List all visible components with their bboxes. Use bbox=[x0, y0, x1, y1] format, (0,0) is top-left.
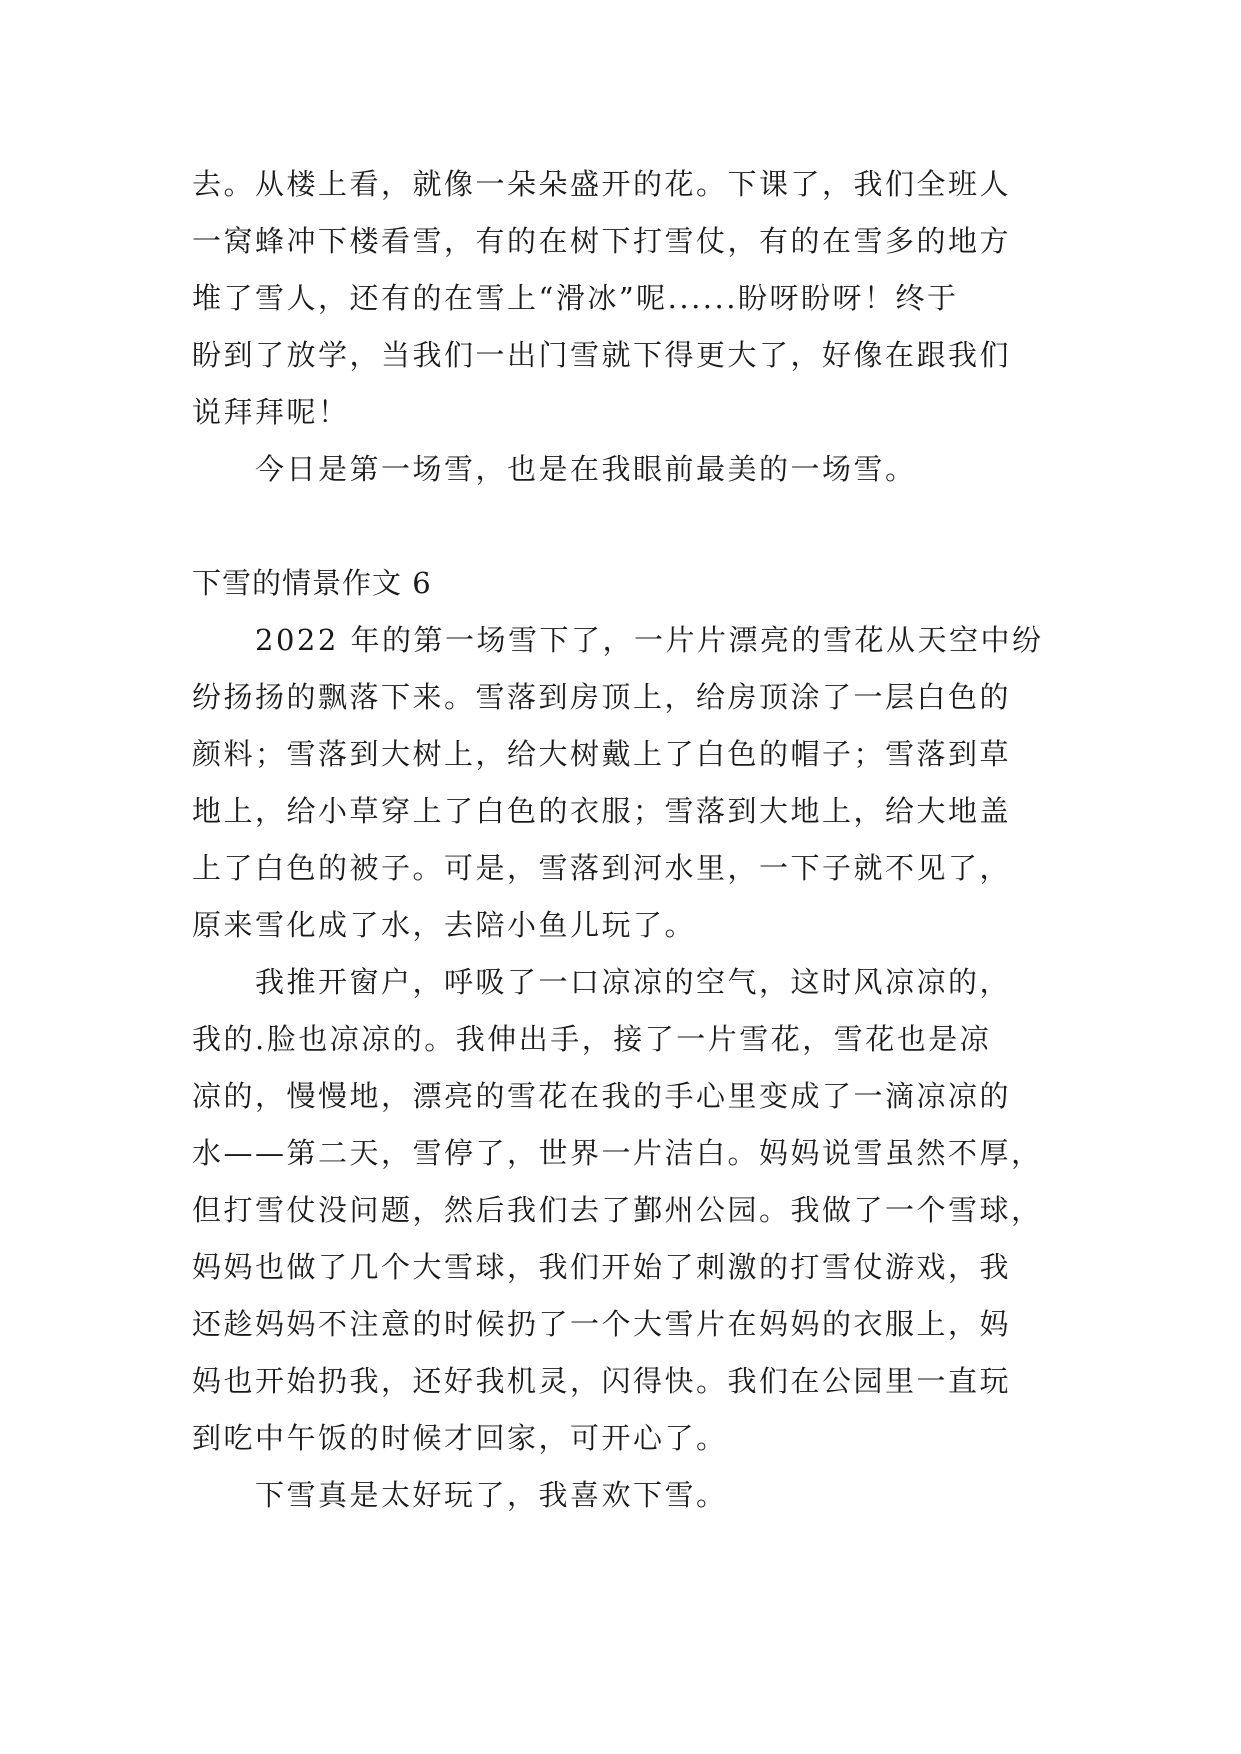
text-line: 我推开窗户，呼吸了一口凉凉的空气，这时风凉凉的， bbox=[255, 965, 1012, 999]
text-line: 堆了雪人，还有的在雪上“滑冰”呢......盼呀盼呀！终于 bbox=[192, 281, 959, 315]
text-line: 还趁妈妈不注意的时候扔了一个大雪片在妈妈的衣服上，妈 bbox=[192, 1307, 1012, 1341]
text-line: 上了白色的被子。可是，雪落到河水里，一下子就不见了， bbox=[192, 851, 1012, 885]
text-line: 妈也开始扔我，还好我机灵，闪得快。我们在公园里一直玩 bbox=[192, 1364, 1012, 1398]
text-line: 2022 年的第一场雪下了，一片片漂亮的雪花从天空中纷 bbox=[255, 623, 1044, 657]
text-line: 原来雪化成了水，去陪小鱼儿玩了。 bbox=[192, 908, 697, 942]
text-line: 妈妈也做了几个大雪球，我们开始了刺激的打雪仗游戏，我 bbox=[192, 1250, 1012, 1284]
text-line: 我的.脸也凉凉的。我伸出手，接了一片雪花，雪花也是凉 bbox=[192, 1022, 992, 1056]
text-line: 下雪真是太好玩了，我喜欢下雪。 bbox=[255, 1478, 728, 1512]
text-line: 今日是第一场雪，也是在我眼前最美的一场雪。 bbox=[255, 452, 917, 486]
text-line: 纷扬扬的飘落下来。雪落到房顶上，给房顶涂了一层白色的 bbox=[192, 680, 1012, 714]
text-line: 一窝蜂冲下楼看雪，有的在树下打雪仗，有的在雪多的地方 bbox=[192, 224, 1012, 258]
text-line: 地上，给小草穿上了白色的衣服；雪落到大地上，给大地盖 bbox=[192, 794, 1012, 828]
text-line: 说拜拜呢！ bbox=[192, 395, 350, 429]
text-line: 颜料；雪落到大树上，给大树戴上了白色的帽子；雪落到草 bbox=[192, 737, 1012, 771]
section-heading: 下雪的情景作文 6 bbox=[192, 566, 432, 600]
text-line: 凉的，慢慢地，漂亮的雪花在我的手心里变成了一滴凉凉的 bbox=[192, 1079, 1012, 1113]
text-line: 去。从楼上看，就像一朵朵盛开的花。下课了，我们全班人 bbox=[192, 167, 1012, 201]
text-line: 水——第二天，雪停了，世界一片洁白。妈妈说雪虽然不厚， bbox=[192, 1136, 1043, 1170]
text-line: 盼到了放学，当我们一出门雪就下得更大了，好像在跟我们 bbox=[192, 338, 1012, 372]
text-line: 到吃中午饭的时候才回家，可开心了。 bbox=[192, 1421, 728, 1455]
text-line: 但打雪仗没问题，然后我们去了鄞州公园。我做了一个雪球， bbox=[192, 1193, 1043, 1227]
